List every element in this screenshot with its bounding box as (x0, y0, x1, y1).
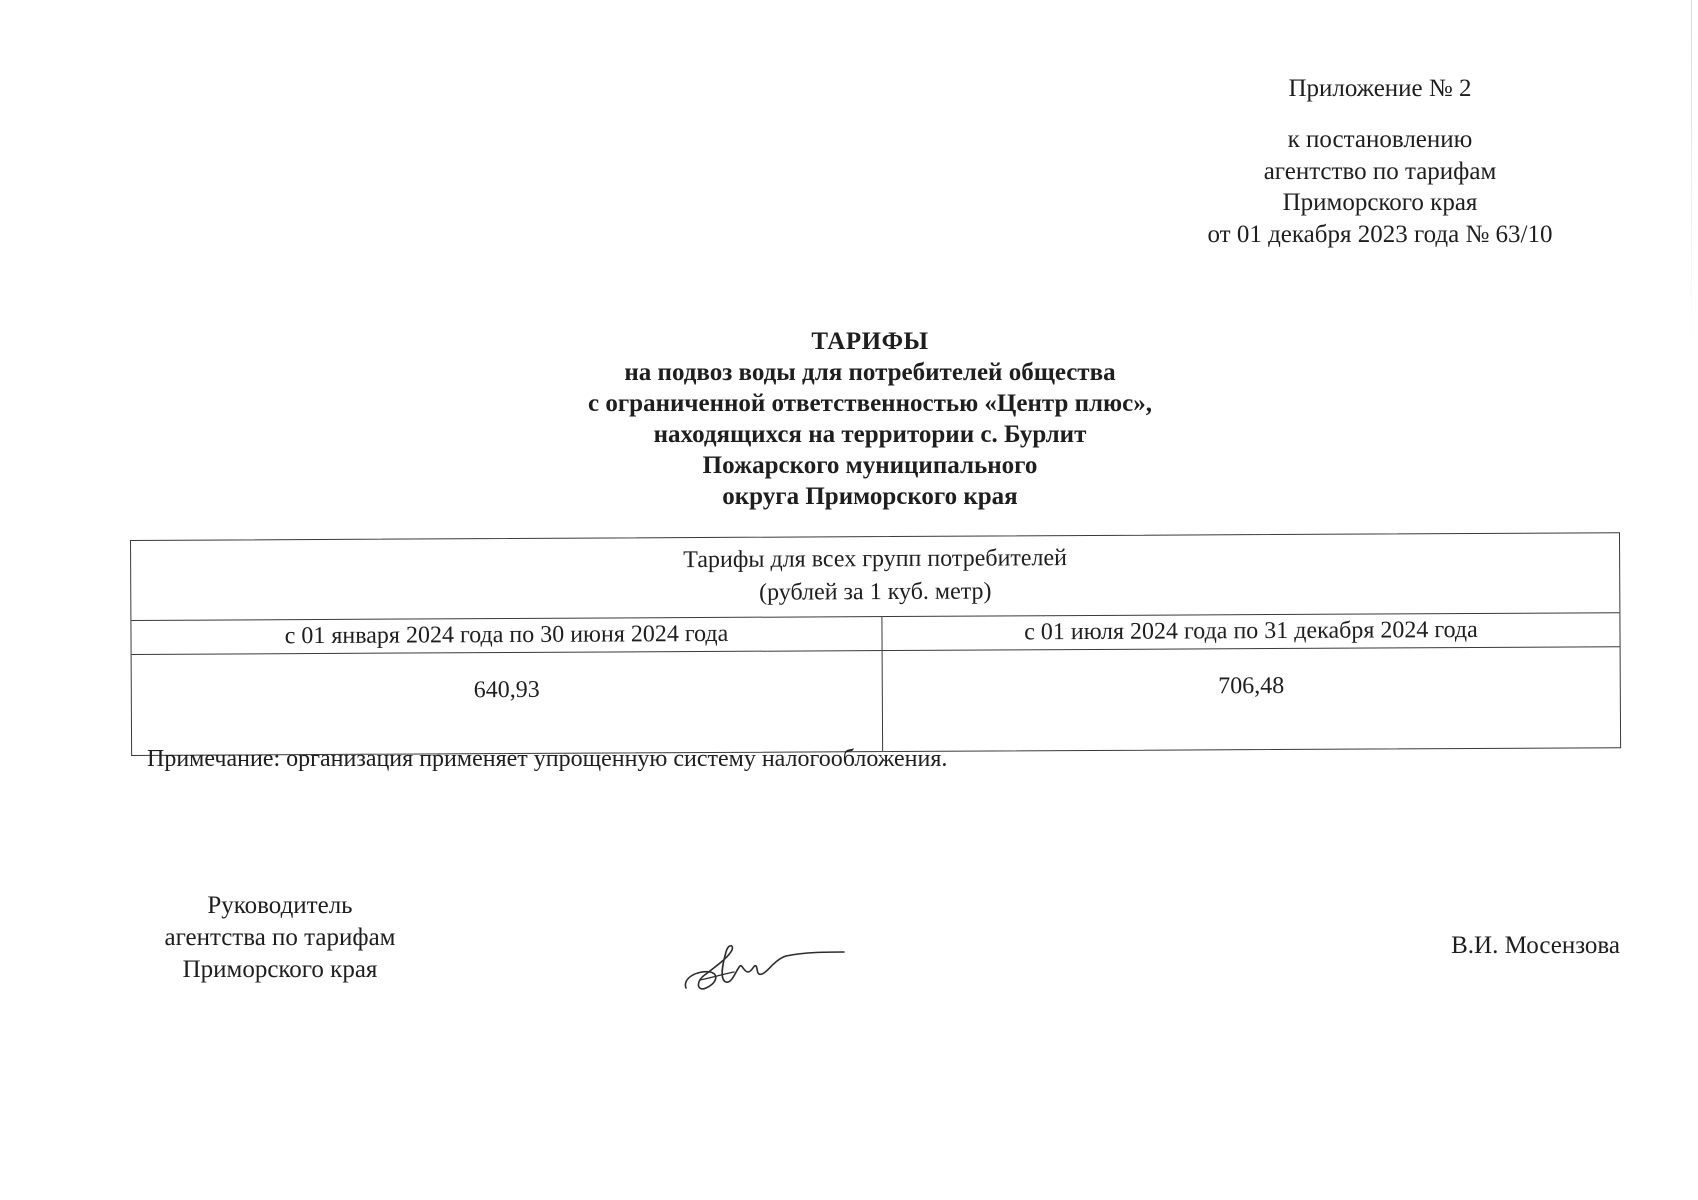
appendix-reference-line: агентство по тарифам (1263, 157, 1497, 185)
table-header (131, 533, 1619, 621)
document-title (420, 326, 1320, 512)
handwritten-signature (676, 922, 856, 1002)
signer-position-line: агентства по тарифам (164, 924, 396, 951)
appendix-reference-line: Приморского края (1282, 189, 1478, 216)
tax-note: Примечание: организация применяет упрощенную систему налогообложения. (147, 746, 948, 772)
appendix-reference-line: от 01 декабря 2023 года № 63/10 (1207, 220, 1553, 248)
appendix-number: Приложение № 2 (1288, 75, 1472, 102)
signer-position-line: Руководитель (207, 892, 353, 919)
scan-edge-artifact (1691, 0, 1692, 350)
period-cell-first-half: с 01 января 2024 года по 30 июня 2024 года (284, 620, 729, 650)
tariff-table (130, 532, 1621, 756)
title-subtitle-line: Пожарского муниципального (702, 452, 1038, 479)
table-header-line: Тарифы для всех групп потребителей (683, 545, 1068, 574)
appendix-reference (1170, 124, 1590, 250)
signer-name: В.И. Мосензова (1451, 932, 1620, 959)
table-header-line: (рублей за 1 куб. метр) (759, 578, 992, 606)
table-value-row (132, 647, 1621, 755)
title-subtitle-line: с ограниченной ответственностью «Центр плюс», (587, 390, 1152, 417)
tariff-value-second-half: 706,48 (882, 647, 1621, 751)
signer-position (130, 890, 430, 986)
title-heading: ТАРИФЫ (811, 328, 929, 355)
signer-position-line: Приморского края (182, 956, 378, 983)
tariff-value-first-half: 640,93 (473, 676, 540, 704)
period-cell-second-half: с 01 июля 2024 года по 31 декабря 2024 года (881, 613, 1619, 650)
appendix-reference-line: к постановлению (1287, 126, 1473, 153)
title-subtitle-line: находящихся на территории с. Бурлит (653, 421, 1087, 448)
title-subtitle-line: округа Приморского края (722, 483, 1018, 510)
title-subtitle-line: на подвоз воды для потребителей общества (624, 359, 1116, 386)
